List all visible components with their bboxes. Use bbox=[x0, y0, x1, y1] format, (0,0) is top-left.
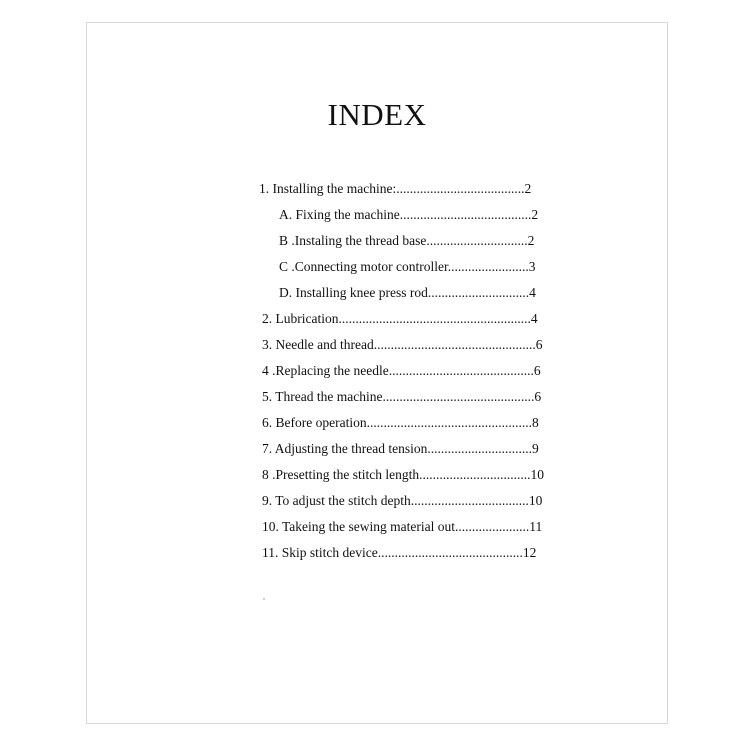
toc-entry-leader: ................................. bbox=[419, 467, 531, 482]
toc-entry bbox=[279, 257, 535, 277]
toc-entry-leader: ............................................. bbox=[382, 389, 535, 404]
toc-entry-leader: ............................... bbox=[427, 441, 532, 456]
toc-entry bbox=[279, 205, 538, 225]
toc-entry-leader: ........................ bbox=[447, 259, 529, 274]
toc-entry-leader: ........................................... bbox=[388, 363, 534, 378]
toc-entry-page: 2 bbox=[524, 181, 532, 196]
toc-entry-label: 8 .Presetting the stitch length bbox=[262, 467, 420, 482]
toc-entry-label: 3. Needle and thread bbox=[262, 337, 374, 352]
toc-entry-label: 1. Installing the machine: bbox=[259, 181, 397, 196]
toc-entry bbox=[262, 361, 541, 381]
toc-entry-page: 8 bbox=[531, 415, 539, 430]
toc-entry-page: 3 bbox=[528, 259, 536, 274]
toc-entry bbox=[262, 465, 544, 485]
toc-entry-page: 2 bbox=[527, 233, 535, 248]
toc-entry-leader: ................................................ bbox=[373, 337, 536, 352]
toc-entry-label: C .Connecting motor controller bbox=[279, 259, 448, 274]
page-speck bbox=[263, 598, 265, 600]
toc-entry bbox=[262, 309, 538, 329]
toc-entry-page: 11 bbox=[529, 519, 543, 534]
toc-entry bbox=[262, 439, 539, 459]
toc-entry-label: 2. Lubrication bbox=[262, 311, 339, 326]
toc-entry-label: 7. Adjusting the thread tension bbox=[262, 441, 428, 456]
toc-entry-page: 10 bbox=[530, 467, 544, 482]
toc-entry-label: D. Installing knee press rod bbox=[279, 285, 428, 300]
toc-entry-page: 10 bbox=[528, 493, 543, 508]
toc-entry-page: 6 bbox=[534, 389, 542, 404]
toc-entry-label: 5. Thread the machine bbox=[262, 389, 383, 404]
toc-entry-leader: ....................................... bbox=[399, 207, 532, 222]
toc-entry-leader: ................................................. bbox=[366, 415, 532, 430]
toc-entry-leader: ........................................... bbox=[377, 545, 523, 560]
toc-entry-label: 9. To adjust the stitch depth bbox=[262, 493, 411, 508]
toc-entry-leader: ......................................................... bbox=[338, 311, 531, 326]
toc-entry-label: 6. Before operation bbox=[262, 415, 367, 430]
toc-entry-label: 10. Takeing the sewing material out bbox=[262, 519, 456, 534]
toc-entry bbox=[262, 543, 536, 563]
toc-entry bbox=[262, 517, 542, 537]
toc-entry bbox=[259, 179, 531, 199]
toc-entry-leader: ................................... bbox=[410, 493, 529, 508]
toc-entry-page: 4 bbox=[530, 311, 538, 326]
toc-entry-page: 12 bbox=[522, 545, 537, 560]
toc-entry bbox=[262, 491, 542, 511]
toc-entry-page: 9 bbox=[531, 441, 539, 456]
toc-entry bbox=[262, 387, 541, 407]
toc-entry-page: 4 bbox=[529, 285, 536, 300]
toc-entry-page: 2 bbox=[531, 207, 539, 222]
toc-entry-leader: .............................. bbox=[427, 285, 530, 300]
index-title: INDEX bbox=[327, 97, 427, 132]
toc-entry bbox=[262, 335, 542, 355]
toc-entry-label: B .Instaling the thread base bbox=[279, 233, 427, 248]
toc-entry-leader: ...................... bbox=[455, 519, 530, 534]
toc-entry bbox=[262, 413, 539, 433]
toc-entry bbox=[279, 231, 534, 251]
toc-entry-label: 4 .Replacing the needle bbox=[262, 363, 389, 378]
toc-entry-leader: ...................................... bbox=[396, 181, 525, 196]
toc-entry-label: 11. Skip stitch device bbox=[262, 545, 378, 560]
toc-entry-leader: .............................. bbox=[426, 233, 528, 248]
document-page bbox=[86, 22, 668, 724]
toc-entry bbox=[279, 283, 536, 303]
toc-entry-page: 6 bbox=[535, 337, 543, 352]
toc-entry-page: 6 bbox=[533, 363, 541, 378]
toc-entry-label: A. Fixing the machine bbox=[279, 207, 400, 222]
